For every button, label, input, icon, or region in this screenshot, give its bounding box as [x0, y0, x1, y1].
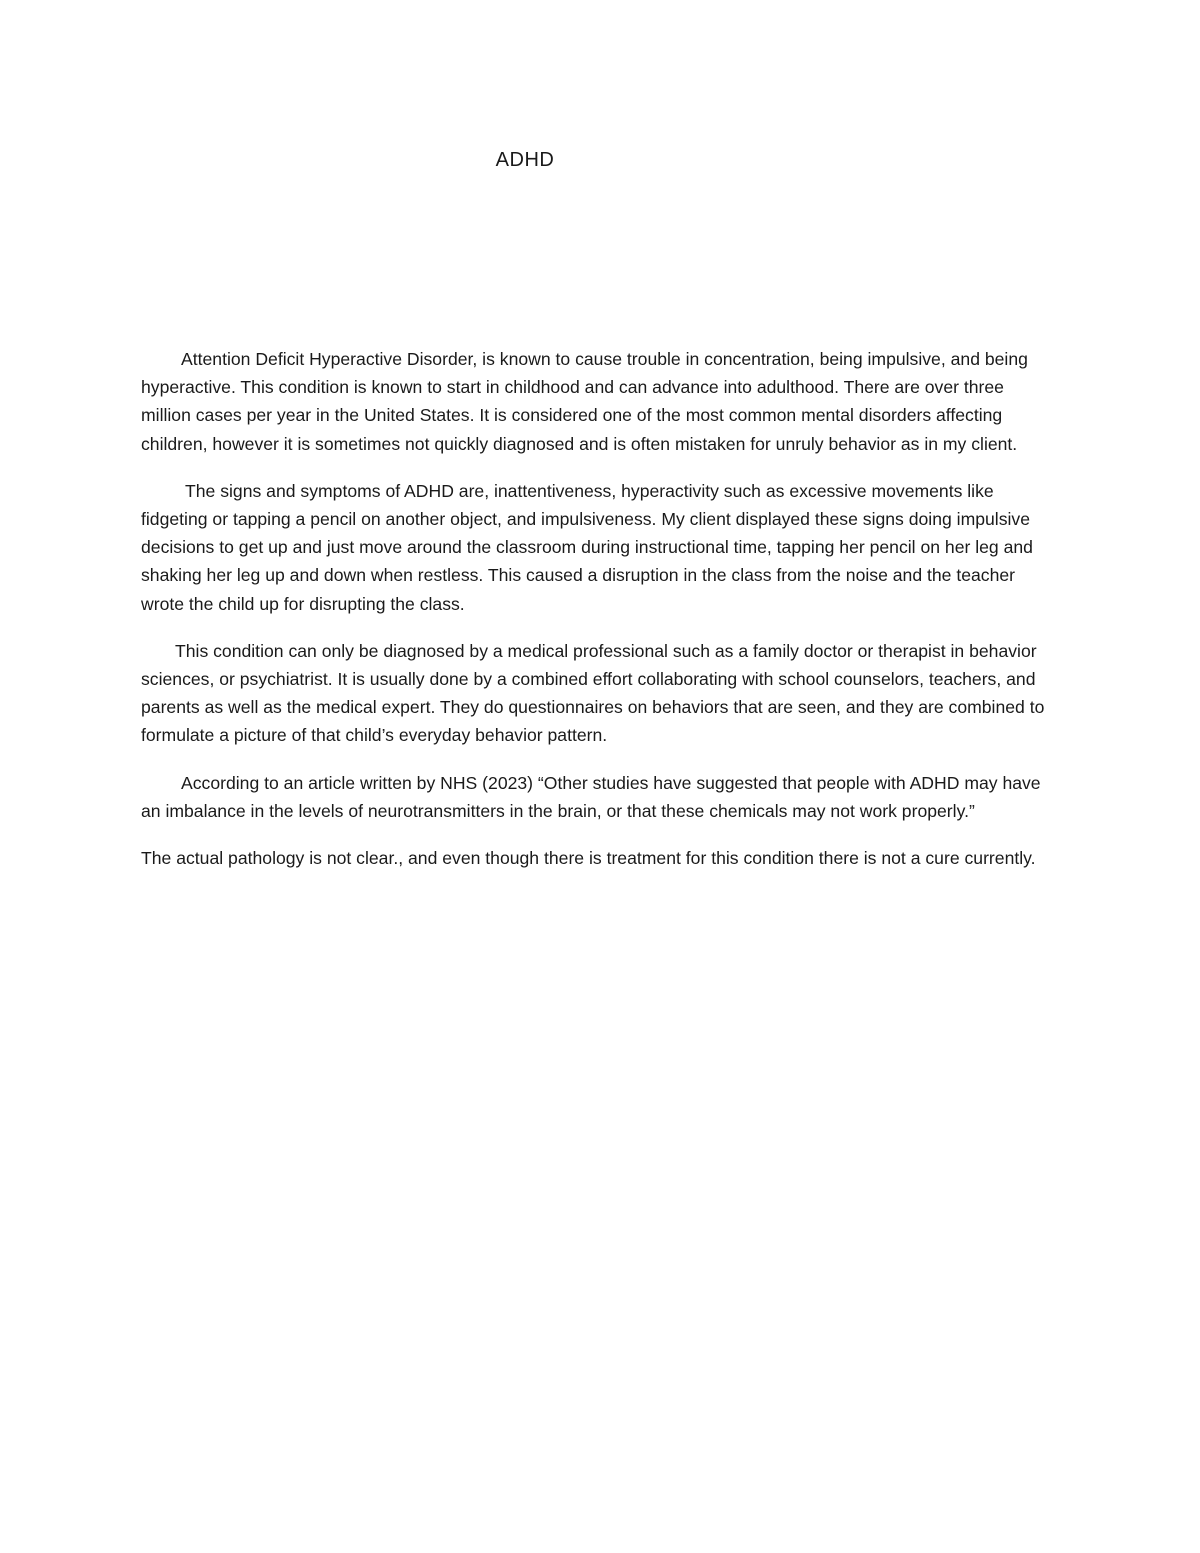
- document-title: ADHD: [495, 149, 555, 171]
- paragraph-conclusion: The actual pathology is not clear., and even though there is treatment for this condition there is not a cure currently.: [141, 848, 1036, 869]
- paragraph-diagnosis: This condition can only be diagnosed by a medical professional such as a family doctor or therapist in behavior sciences, or psychiatrist. It is usually done by a combined effort collaborating with school counselors, teachers, and parents as well as the medical expert. They do questionnaires on behaviors that are seen, and they are combined to formulate a picture of that child’s everyday behavior pattern.: [141, 640, 1045, 746]
- paragraph-introduction: Attention Deficit Hyperactive Disorder, is known to cause trouble in concentration, being impulsive, and being hyperactive. This condition is known to start in childhood and can advance into adulthood. There are over three million cases per year in the United States. It is considered one of the most common mental disorders affecting children, however it is sometimes not quickly diagnosed and is often mistaken for unruly behavior as in my client.: [141, 349, 1028, 454]
- document-body: [141, 345, 1057, 872]
- paragraph-signs-symptoms: The signs and symptoms of ADHD are, inattentiveness, hyperactivity such as excessive movements like fidgeting or tapping a pencil on another object, and impulsiveness. My client displayed these signs doing impulsive decisions to get up and just move around the classroom during instructional time, tapping her pencil on her leg and shaking her leg up and down when restless. This caused a disruption in the class from the noise and the teacher wrote the child up for disrupting the class.: [141, 480, 1033, 614]
- paragraph-citation: According to an article written by NHS (2023) “Other studies have suggested that people with ADHD may have an imbalance in the levels of neurotransmitters in the brain, or that these chemicals may not work properly.”: [141, 772, 1041, 821]
